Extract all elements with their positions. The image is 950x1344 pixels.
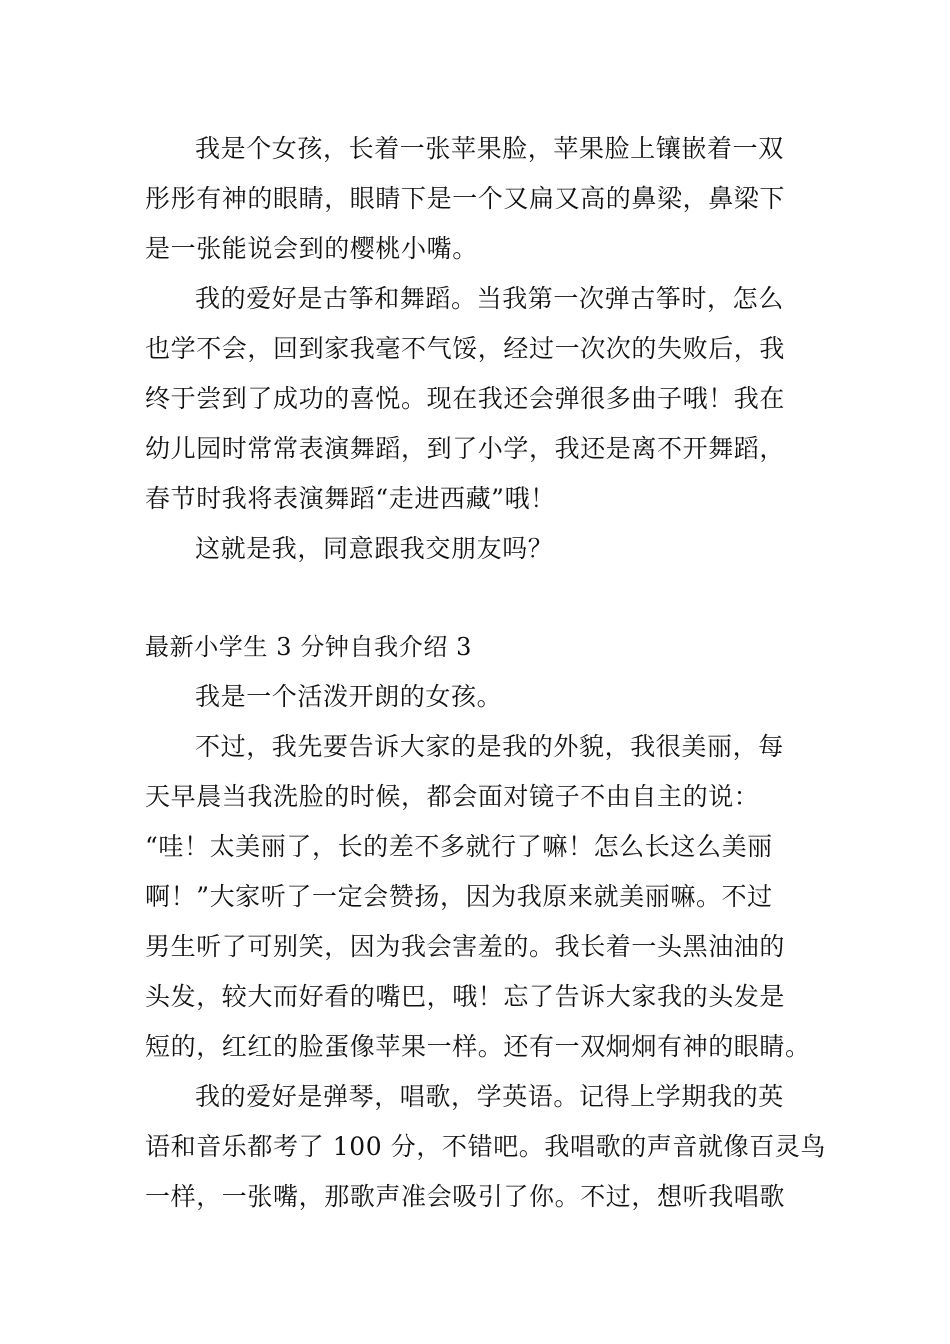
paragraph-line: 春节时我将表演舞蹈“走进西藏”哦！ xyxy=(145,484,556,513)
paragraph-line: 头发，较大而好看的嘴巴，哦！忘了告诉大家我的头发是 xyxy=(145,982,786,1011)
paragraph-line: 我是一个活泼开朗的女孩。 xyxy=(195,682,503,711)
section-heading: 最新小学生 3 分钟自我介绍 3 xyxy=(145,633,473,661)
paragraph-line: 啊！”大家听了一定会赞扬，因为我原来就美丽嘛。不过 xyxy=(145,882,773,911)
paragraph-line: 终于尝到了成功的喜悦。现在我还会弹很多曲子哦！我在 xyxy=(145,384,786,413)
paragraph-line: 语和音乐都考了 100 分，不错吧。我唱歌的声音就像百灵鸟 xyxy=(145,1132,827,1161)
paragraph-line: 我的爱好是古筝和舞蹈。当我第一次弹古筝时，怎么 xyxy=(195,284,784,313)
paragraph-line: 一样，一张嘴，那歌声准会吸引了你。不过，想听我唱歌 xyxy=(145,1182,786,1211)
paragraph-line: 男生听了可别笑，因为我会害羞的。我长着一头黑油油的 xyxy=(145,932,786,961)
paragraph-line: 我是个女孩，长着一张苹果脸，苹果脸上镶嵌着一双 xyxy=(195,134,784,163)
paragraph-line: 彤彤有神的眼睛，眼睛下是一个又扁又高的鼻梁，鼻梁下 xyxy=(145,184,786,213)
paragraph-line: 幼儿园时常常表演舞蹈，到了小学，我还是离不开舞蹈， xyxy=(145,434,786,463)
paragraph-line: 不过，我先要告诉大家的是我的外貌，我很美丽，每 xyxy=(195,732,784,761)
paragraph-line: 也学不会，回到家我毫不气馁，经过一次次的失败后，我 xyxy=(145,334,786,363)
paragraph-line: 这就是我，同意跟我交朋友吗？ xyxy=(195,534,554,563)
paragraph-line: 天早晨当我洗脸的时候，都会面对镜子不由自主的说： xyxy=(145,782,760,811)
paragraph-line: 是一张能说会到的樱桃小嘴。 xyxy=(145,234,478,263)
paragraph-line: “哇！太美丽了，长的差不多就行了嘛！怎么长这么美丽 xyxy=(145,832,773,861)
paragraph-line: 短的，红红的脸蛋像苹果一样。还有一双炯炯有神的眼睛。 xyxy=(145,1032,811,1061)
paragraph-line: 我的爱好是弹琴，唱歌，学英语。记得上学期我的英 xyxy=(195,1082,784,1111)
